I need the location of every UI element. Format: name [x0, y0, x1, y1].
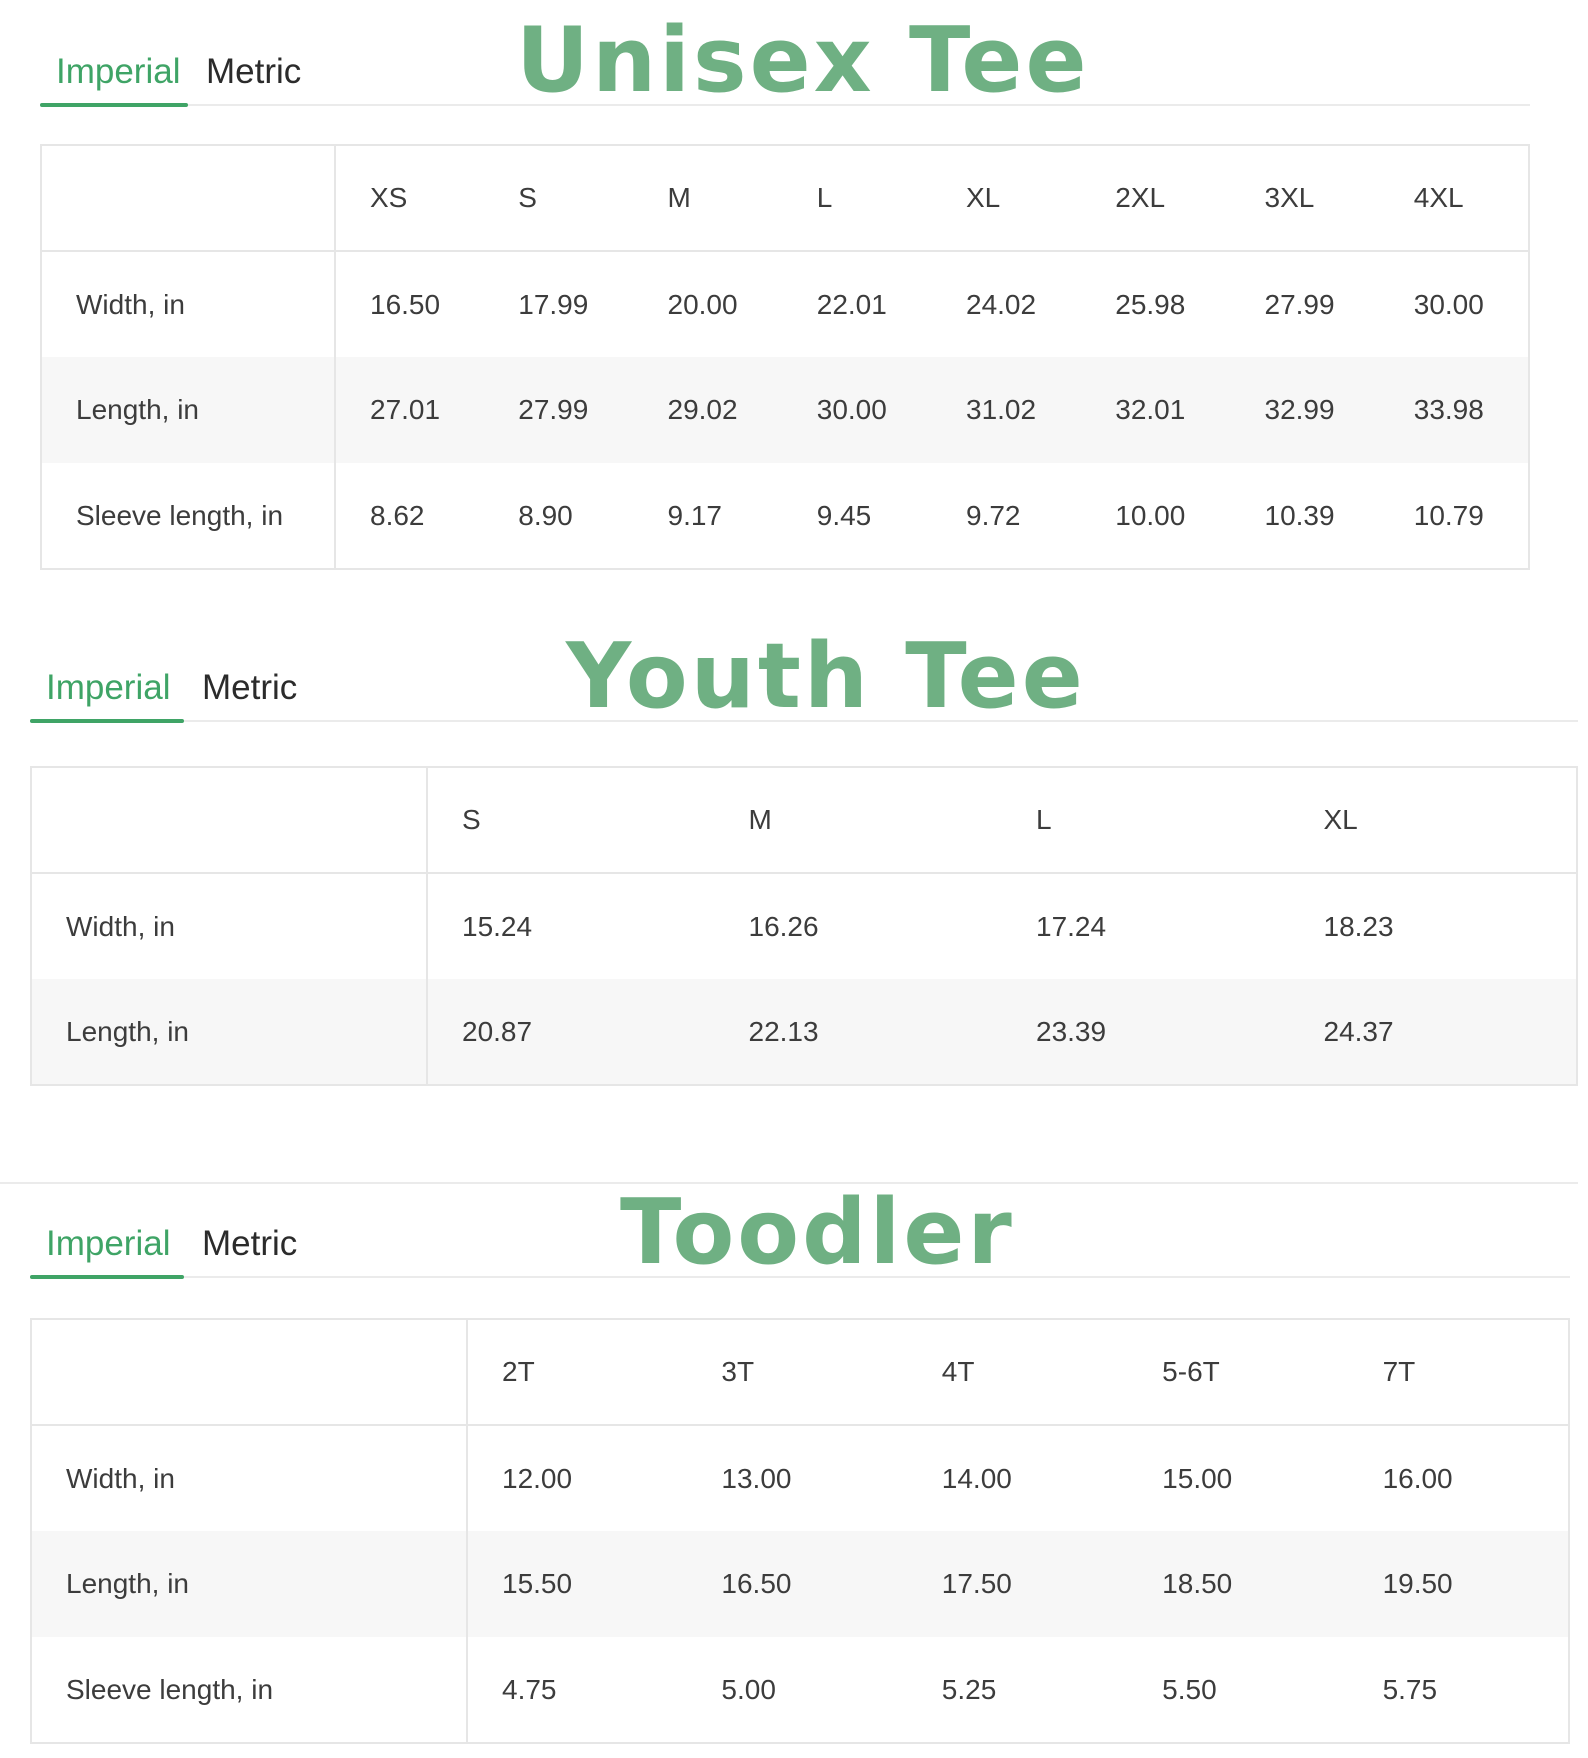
table-cell: 22.01 [816, 288, 887, 320]
table-cell: 15.00 [1162, 1462, 1233, 1494]
tab-imperial-label: Imperial [46, 668, 171, 707]
table-cell: 25.98 [1115, 288, 1186, 320]
table-cell: 33.98 [1380, 357, 1529, 463]
table-row [41, 357, 1529, 463]
table-cell: 12.00 [502, 1462, 573, 1494]
size-header: 4XL [1413, 182, 1464, 213]
table-cell: 20.87 [427, 979, 715, 1085]
toddler-section [30, 1180, 1570, 1752]
active-tab-indicator [30, 1275, 184, 1279]
size-header: 5-6T [1162, 1356, 1220, 1387]
table-cell: 10.00 [1115, 499, 1186, 531]
size-header: XL [1323, 804, 1358, 835]
table-cell: 9.45 [816, 499, 872, 531]
table-header-row [41, 145, 1529, 251]
table-cell: 16.50 [370, 288, 441, 320]
table-cell: 24.37 [1290, 979, 1578, 1085]
row-label: Length, in [41, 357, 335, 463]
header-empty-cell [31, 1319, 467, 1425]
table-row [41, 251, 1529, 357]
table-cell: 5.50 [1162, 1673, 1217, 1705]
size-header: M [748, 804, 772, 835]
row-label: Width, in [31, 1425, 467, 1531]
table-cell: 4.75 [502, 1673, 557, 1705]
size-table [40, 144, 1530, 570]
size-header: 3T [721, 1356, 755, 1387]
table-cell: 24.02 [966, 288, 1037, 320]
table-row [31, 1637, 1569, 1743]
table-row [31, 979, 1577, 1085]
size-header: 4T [941, 1356, 975, 1387]
size-table [30, 766, 1578, 1086]
header-empty-cell [41, 145, 335, 251]
table-cell: 16.00 [1382, 1462, 1453, 1494]
table-cell: 18.50 [1128, 1531, 1348, 1637]
table-cell: 31.02 [932, 357, 1081, 463]
table-cell: 29.02 [634, 357, 783, 463]
table-cell: 16.50 [687, 1531, 907, 1637]
tab-imperial[interactable] [56, 50, 180, 94]
active-tab-indicator [40, 103, 188, 107]
table-cell: 17.24 [1036, 910, 1107, 942]
tab-imperial[interactable] [46, 666, 170, 710]
table-cell: 20.00 [667, 288, 738, 320]
size-header: S [462, 804, 481, 835]
tab-metric[interactable] [206, 50, 301, 94]
row-label: Length, in [31, 1531, 467, 1637]
table-cell: 8.90 [518, 499, 573, 531]
section-title: Toodler [620, 1180, 1015, 1285]
row-label: Width, in [31, 873, 427, 979]
unisex-section [40, 8, 1530, 580]
row-label: Length, in [31, 979, 427, 1085]
table-cell: 16.26 [748, 910, 819, 942]
size-header: XS [370, 182, 408, 213]
row-label: Width, in [41, 251, 335, 357]
row-label: Sleeve length, in [41, 463, 335, 569]
size-header: L [816, 182, 833, 213]
tab-imperial-label: Imperial [46, 1224, 171, 1263]
table-cell: 15.50 [467, 1531, 687, 1637]
tab-imperial[interactable] [46, 1222, 170, 1266]
table-header-row [31, 1319, 1569, 1425]
table-cell: 17.50 [908, 1531, 1128, 1637]
table-cell: 30.00 [1413, 288, 1484, 320]
size-header: S [518, 182, 537, 213]
table-cell: 10.39 [1264, 499, 1335, 531]
section-title: Youth Tee [566, 624, 1086, 729]
tab-metric-label: Metric [202, 668, 298, 707]
table-cell: 5.75 [1382, 1673, 1438, 1705]
table-cell: 10.79 [1413, 499, 1484, 531]
table-cell: 27.99 [484, 357, 633, 463]
active-tab-indicator [30, 719, 184, 723]
section-title: Unisex Tee [516, 8, 1090, 113]
table-cell: 17.99 [518, 288, 589, 320]
size-header: XL [966, 182, 1001, 213]
table-cell: 9.72 [966, 499, 1021, 531]
table-cell: 27.99 [1264, 288, 1335, 320]
table-row [31, 873, 1577, 979]
size-table [30, 1318, 1570, 1744]
table-cell: 32.99 [1231, 357, 1380, 463]
tab-metric-label: Metric [206, 52, 302, 91]
table-cell: 15.24 [462, 910, 533, 942]
size-header: 2XL [1115, 182, 1166, 213]
table-row [41, 463, 1529, 569]
header-empty-cell [31, 767, 427, 873]
youth-section [30, 624, 1578, 1096]
table-header-row [31, 767, 1577, 873]
tab-metric-label: Metric [202, 1224, 298, 1263]
size-header: 3XL [1264, 182, 1315, 213]
table-cell: 18.23 [1323, 910, 1394, 942]
table-cell: 14.00 [941, 1462, 1012, 1494]
table-cell: 8.62 [370, 499, 425, 531]
tab-metric[interactable] [202, 1222, 297, 1266]
tab-metric[interactable] [202, 666, 297, 710]
table-row [31, 1531, 1569, 1637]
size-header: 2T [502, 1356, 535, 1387]
table-cell: 30.00 [783, 357, 932, 463]
table-cell: 13.00 [721, 1462, 792, 1494]
table-cell: 19.50 [1349, 1531, 1569, 1637]
table-cell: 5.25 [941, 1673, 997, 1705]
table-row [31, 1425, 1569, 1531]
tab-imperial-label: Imperial [56, 52, 181, 91]
size-header: L [1036, 804, 1052, 835]
table-cell: 22.13 [715, 979, 1003, 1085]
row-label: Sleeve length, in [31, 1637, 467, 1743]
table-cell: 9.17 [667, 499, 722, 531]
table-cell: 32.01 [1081, 357, 1230, 463]
size-header: M [667, 182, 691, 213]
size-header: 7T [1382, 1356, 1416, 1387]
table-cell: 23.39 [1002, 979, 1290, 1085]
table-cell: 5.00 [721, 1673, 776, 1705]
table-cell: 27.01 [335, 357, 484, 463]
